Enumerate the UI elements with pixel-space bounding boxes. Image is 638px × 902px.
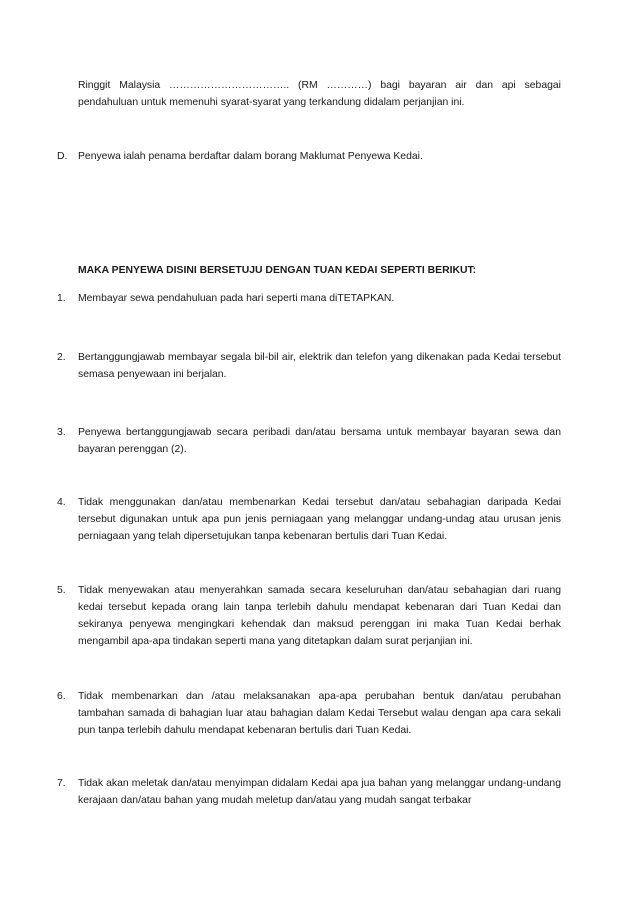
item-number: 1. — [57, 293, 66, 304]
agreement-heading: MAKA PENYEWA DISINI BERSETUJU DENGAN TUAN KEDAI SEPERTI BERIKUT: — [78, 265, 477, 276]
item-number: 3. — [57, 427, 66, 438]
item-text: Tidak menyewakan atau menyerahkan samada secara keseluruhan dan/atau sebahagian dari ruang kedai tersebut kepada orang lain tanpa terlebih dahulu mendapat kebenaran dari Tuan Kedai dan sekiranya penyewa mengingkari kehendak dan maksud perenggan ini maka Tuan Kedai berhak mengambil apa-apa tindakan seperti mana yang ditetapkan dalam surat perjanjian ini. — [78, 585, 561, 647]
item-number: 2. — [57, 352, 66, 363]
item-number: 5. — [57, 585, 66, 596]
item-number: 4. — [57, 497, 66, 508]
section-d-text: Penyewa ialah penama berdaftar dalam borang Maklumat Penyewa Kedai. — [78, 151, 423, 162]
item-text: Tidak akan meletak dan/atau menyimpan didalam Kedai apa jua bahan yang melanggar undang-undang kerajaan dan/atau bahan yang mudah meletup dan/atau yang mudah sangat terbakar — [78, 778, 561, 806]
section-d-marker: D. — [57, 151, 68, 162]
item-text: Tidak membenarkan dan /atau melaksanakan apa-apa perubahan bentuk dan/atau perubahan tambahan samada di bahagian luar atau bahagian dalam Kedai Tersebut walau dengan apa cara sekali pun tanpa terlebih dahulu mendapat kebenaran bertulis dari Tuan Kedai. — [78, 691, 561, 736]
item-number: 6. — [57, 691, 66, 702]
item-text: Bertanggungjawab membayar segala bil-bil air, elektrik dan telefon yang dikenakan pada Kedai tersebut semasa penyewaan ini berjalan. — [78, 352, 561, 380]
item-text: Tidak menggunakan dan/atau membenarkan Kedai tersebut dan/atau sebahagian daripada Kedai tersebut digunakan untuk apa pun jenis perniagaan yang melanggar undang-undag atau urusan jenis perniagaan yang telah dipersetujukan tanpa kebenaran bertulis dari Tuan Kedai. — [78, 497, 561, 542]
item-text: Penyewa bertanggungjawab secara peribadi dan/atau bersama untuk membayar bayaran sewa dan bayaran perenggan (2). — [78, 427, 561, 455]
item-number: 7. — [57, 778, 66, 789]
item-text: Membayar sewa pendahuluan pada hari seperti mana diTETAPKAN. — [78, 293, 395, 304]
intro-paragraph: Ringgit Malaysia …………………………….. (RM …………) bagi bayaran air dan api sebagai pendahuluan untuk memenuhi syarat-syarat yang terkandung didalam perjanjian ini. — [78, 80, 561, 108]
